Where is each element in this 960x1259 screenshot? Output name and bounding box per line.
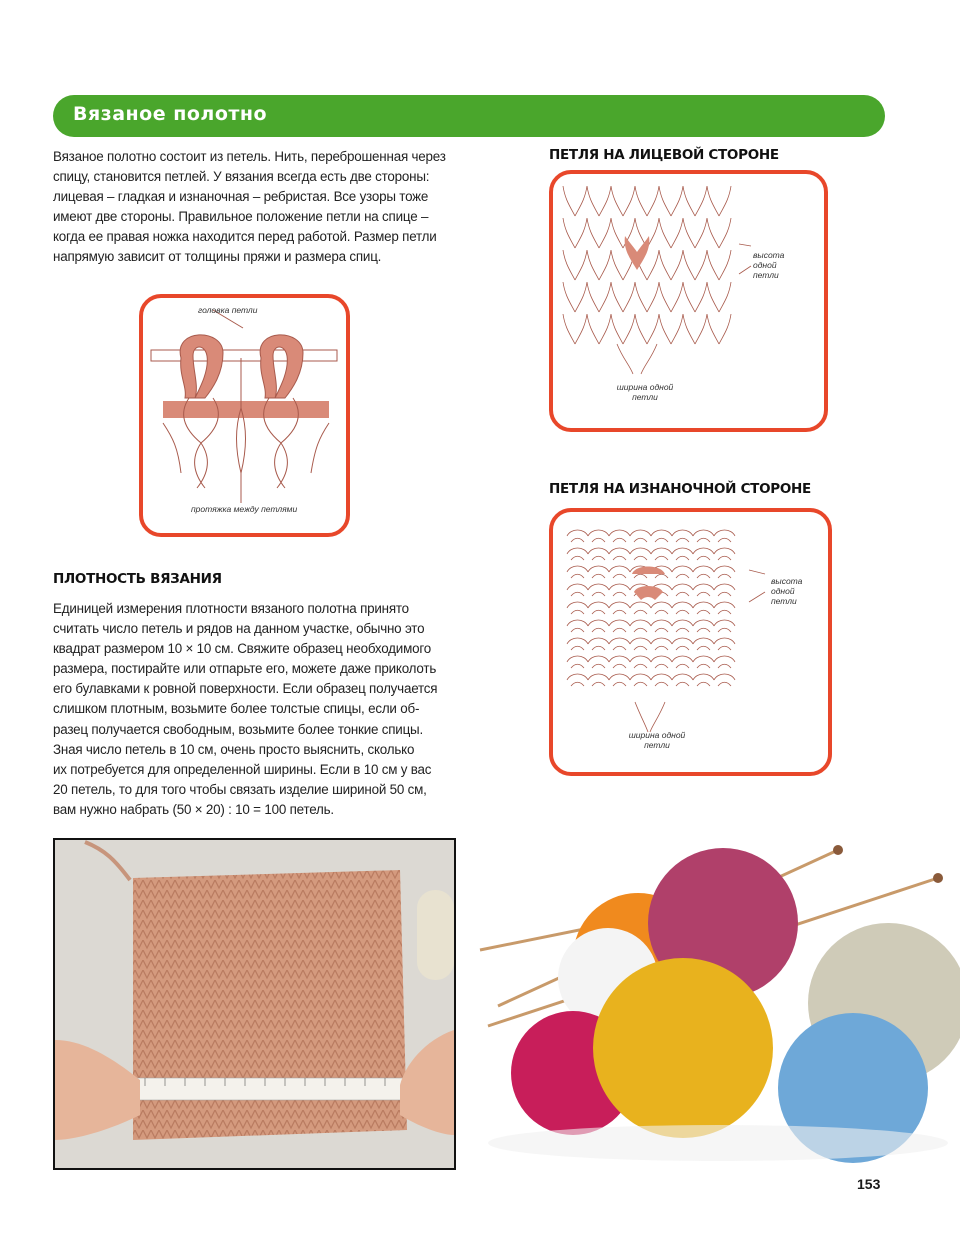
purl-side-heading: ПЕТЛЯ НА ИЗНАНОЧНОЙ СТОРОНЕ <box>549 481 811 497</box>
purl-side-diagram <box>549 508 832 776</box>
loop-anatomy-diagram <box>139 294 350 537</box>
stitch-lines <box>563 186 731 344</box>
yarn-balls-image <box>478 838 960 1170</box>
loop-bar-label: протяжка между петлями <box>191 504 298 514</box>
face-side-heading: ПЕТЛЯ НА ЛИЦЕВОЙ СТОРОНЕ <box>549 147 779 163</box>
page-number: 153 <box>857 1176 881 1192</box>
purl-height-label: высота одной петли <box>771 576 803 606</box>
section-title: Вязаное полотно <box>73 103 268 125</box>
loop-head-label: головка петли <box>198 305 258 315</box>
purl-width-label: ширина одной петли <box>628 730 686 750</box>
face-side-diagram <box>549 170 828 432</box>
face-height-label: высота одной петли <box>753 250 785 280</box>
intro-paragraph: Вязаное полотно состоит из петель. Нить, переброшенная через спицу, становится петлей. У вязания всегда есть две стороны: лицевая – гладкая и изнаночная – ребристая. Все узоры тоже имеют две стороны. Правильное положение петли на спице – когда ее правая ножка находится перед работой. Размер петли напрямую зависит от толщины пряжи и размера спиц. <box>53 149 446 265</box>
gauge-swatch-photo <box>53 838 456 1170</box>
purl-stitch-lines <box>567 530 735 686</box>
gauge-paragraph: Единицей измерения плотности вязаного полотна принято считать число петель и рядов на данном участке, обычно это квадрат размером 10 × 10 см. Свяжите образец необходимого размера, постирайте или отпарьте его, можете даже приколоть его булавками к ровной поверхности. Если образец получается слишком плотным, возьмите более толстые спицы, если об- разец получается свободным, возьмите более тонкие спицы. Зная число петель в 10 см, очень просто выяснить, сколько их потребуется для определенной ширины. Если в 10 см у вас 20 петель, то для того чтобы связать изделие шириной 50 см, вам нужно набрать (50 × 20) : 10 = 100 петель. <box>53 601 438 817</box>
gauge-heading: ПЛОТНОСТЬ ВЯЗАНИЯ <box>53 571 222 587</box>
loop-anatomy-illustration <box>143 298 346 533</box>
stockinette-illustration <box>553 174 824 428</box>
highlighted-stitch <box>625 236 650 270</box>
section-banner <box>53 95 885 137</box>
knitted-swatch-image <box>55 840 454 1168</box>
highlighted-purl-stitch <box>632 567 665 601</box>
face-width-label: ширина одной петли <box>616 382 674 402</box>
